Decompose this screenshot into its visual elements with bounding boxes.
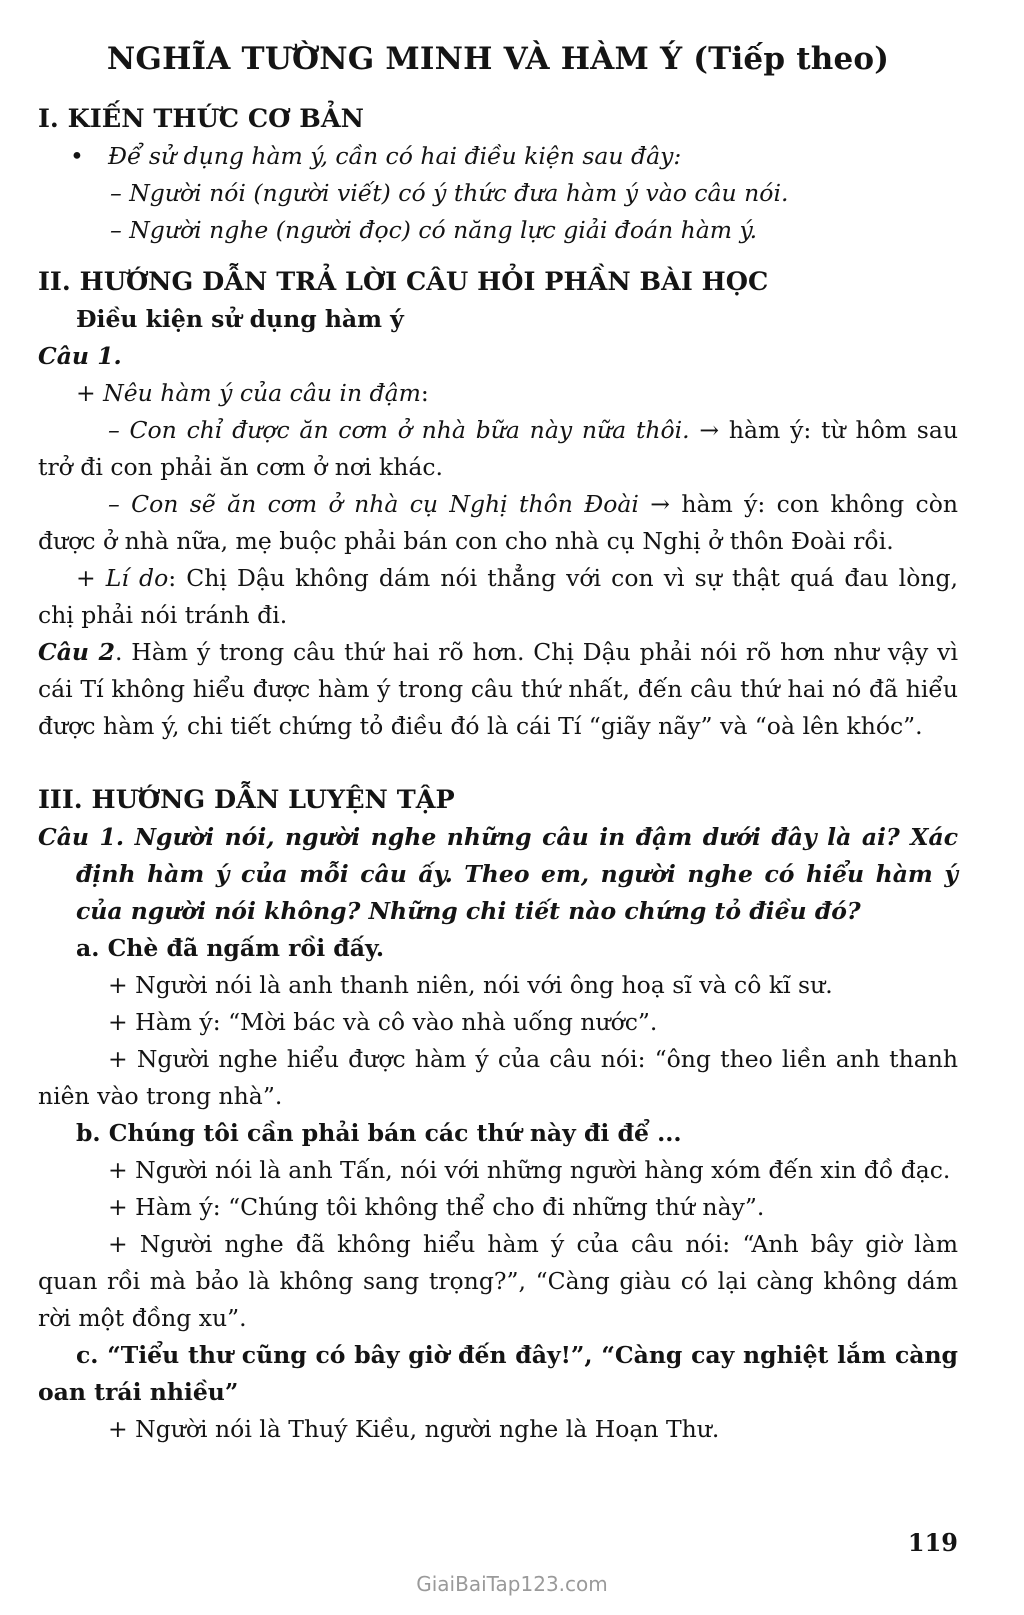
section-3-heading: III. HƯỚNG DẪN LUYỆN TẬP: [38, 785, 455, 815]
list-item: + Hàm ý: “Mời bác và cô vào nhà uống nước”.: [108, 1008, 658, 1036]
section-1-heading: I. KIẾN THỨC CƠ BẢN: [38, 104, 364, 134]
question-label: Câu 1.: [38, 823, 125, 851]
section-2-subheading: Điều kiện sử dụng hàm ý: [76, 305, 404, 333]
list-item: + Người nghe đã không hiểu hàm ý của câu nói: “Anh bây giờ làm quan rồi mà bảo là không sang trọng?”, “Càng giàu có lại càng không dám rời một đồng xu”.: [38, 1230, 958, 1332]
page-number: 119: [907, 1528, 958, 1557]
section-2-heading: II. HƯỚNG DẪN TRẢ LỜI CÂU HỎI PHẦN BÀI HỌC: [38, 267, 769, 297]
list-item: + Người nói là anh Tấn, nói với những người hàng xóm đến xin đồ đạc.: [108, 1156, 951, 1184]
section-basic-knowledge: [38, 100, 958, 249]
practice-question-1: [38, 819, 958, 930]
point-colon: :: [420, 379, 429, 407]
quoted-sentence: – Con sẽ ăn cơm ở nhà cụ Nghị thôn Đoài: [108, 490, 639, 518]
point-label: + Nêu hàm ý của câu in đậm: [76, 379, 421, 407]
page-title: NGHĨA TƯỜNG MINH VÀ HÀM Ý (Tiếp theo): [106, 41, 890, 77]
bullet-dot-icon: •: [70, 142, 84, 170]
part-c-heading: c. “Tiểu thư cũng có bây giờ đến đây!”, “Càng cay nghiệt lắm càng oan trái nhiều”: [38, 1341, 958, 1406]
bullet-text: Để sử dụng hàm ý, cần có hai điều kiện sau đây:: [108, 142, 682, 170]
reason-label: + Lí do: [76, 564, 169, 592]
document-page: [38, 36, 958, 1448]
section-lesson-questions: [38, 263, 958, 745]
list-item: + Người nói là Thuý Kiều, người nghe là Hoạn Thư.: [108, 1415, 720, 1443]
answer-text: → hàm ý: con không còn được ở nhà nữa, mẹ buộc phải bán con cho nhà cụ Nghị ở thôn Đoài rồi.: [38, 490, 958, 555]
question-1-point: [38, 375, 958, 412]
list-item: + Người nói là anh thanh niên, nói với ông hoạ sĩ và cô kĩ sư.: [108, 971, 833, 999]
answer-paragraph: [38, 412, 958, 486]
question-1-label: Câu 1.: [38, 342, 122, 370]
answer-text: → hàm ý: từ hôm sau trở đi con phải ăn cơm ở nơi khác.: [38, 416, 958, 481]
watermark: GiaiBaiTap123.com: [416, 1572, 608, 1596]
question-2-label: Câu 2: [38, 638, 115, 666]
bullet-item: [38, 138, 958, 175]
condition-item: – Người nghe (người đọc) có năng lực giải đoán hàm ý.: [110, 216, 758, 244]
answer-paragraph: [38, 486, 958, 560]
question-text: Người nói, người nghe những câu in đậm dưới đây là ai? Xác định hàm ý của mỗi câu ấy. Theo em, người nghe có hiểu hàm ý của người nói không? Những chi tiết nào chứng tỏ điều đó?: [76, 823, 959, 925]
part-b-heading: b. Chúng tôi cần phải bán các thứ này đi để ...: [76, 1119, 682, 1147]
section-practice: [38, 781, 958, 1448]
quoted-sentence: – Con chỉ được ăn cơm ở nhà bữa này nữa thôi.: [108, 416, 690, 444]
part-a-heading: a. Chè đã ngấm rồi đấy.: [76, 934, 385, 962]
list-item: + Hàm ý: “Chúng tôi không thể cho đi những thứ này”.: [108, 1193, 765, 1221]
list-item: + Người nghe hiểu được hàm ý của câu nói: “ông theo liền anh thanh niên vào trong nhà”.: [38, 1045, 958, 1110]
reason-paragraph: [38, 560, 958, 634]
question-2-text: . Hàm ý trong câu thứ hai rõ hơn. Chị Dậu phải nói rõ hơn như vậy vì cái Tí không hiểu được hàm ý trong câu thứ nhất, đến câu thứ hai nó đã hiểu được hàm ý, chi tiết chứng tỏ điều đó là cái Tí “giãy nãy” và “oà lên khóc”.: [38, 638, 958, 740]
reason-text: : Chị Dậu không dám nói thẳng với con vì sự thật quá đau lòng, chị phải nói tránh đi.: [38, 564, 958, 629]
question-2-paragraph: [38, 634, 958, 745]
condition-item: – Người nói (người viết) có ý thức đưa hàm ý vào câu nói.: [110, 179, 789, 207]
